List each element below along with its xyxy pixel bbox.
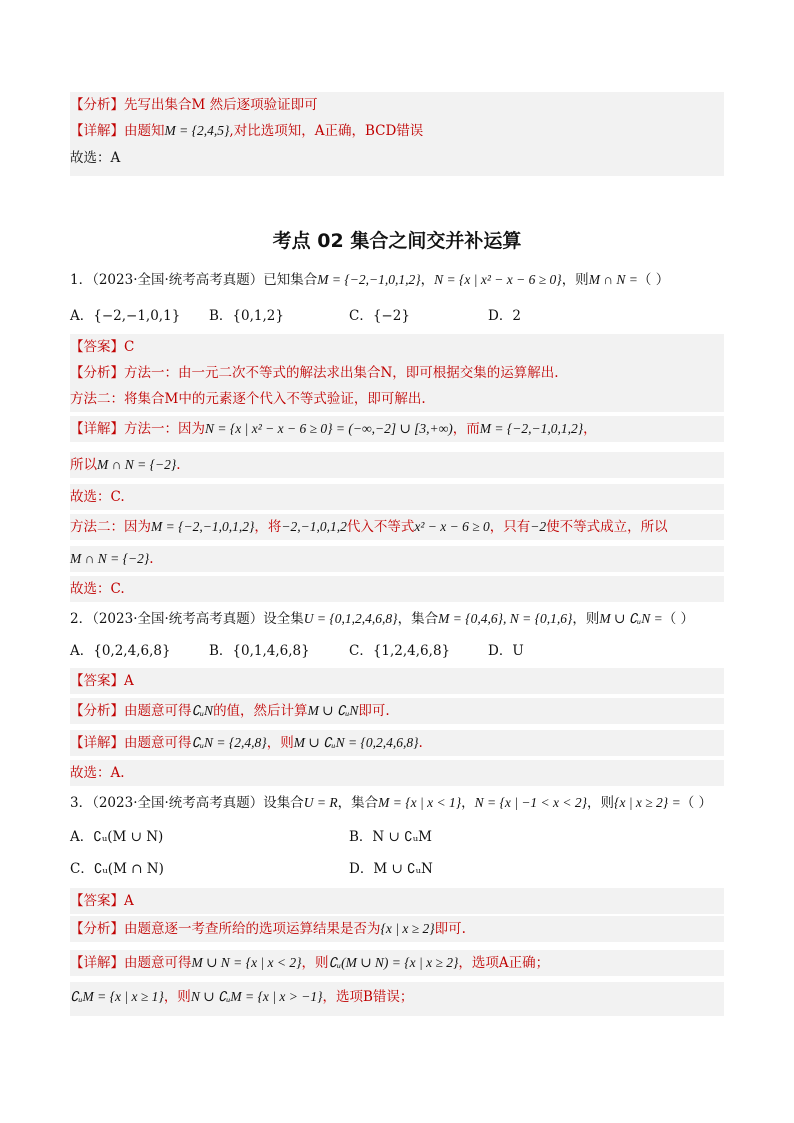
q2-analysis-end: 即可. [358,703,390,719]
q3-stem-paren: （ ） [680,795,712,811]
q1-detail-2-math: M ∩ N = {−2} [97,457,177,472]
q3-stem-n: N = {x | −1 < x < 2} [474,795,588,810]
q3-detail-2-mid: ，则 [163,989,191,1005]
q1-analysis-1: 方法一：由一元二次不等式的解法求出集合N，即可根据交集的运算解出. [124,365,559,381]
q2-option-b: B．{0,1,4,6,8} [209,643,310,659]
q2-analysis-line [70,698,724,724]
q1-detail-1-math2: M = {−2,−1,0,1,2} [479,421,584,436]
prev-detail-line [70,118,724,144]
q1-choice-2: 故选：C. [70,581,125,597]
q1-answer-tag: 【答案】 [70,339,124,355]
q1-choice-line-1 [70,484,724,510]
q3-stem-u: U = R [303,795,338,810]
q1-method2-vals: −2,−1,0,1,2 [281,519,347,534]
q1-detail-line-2 [70,452,724,478]
q1-answer-line [70,334,724,360]
q2-analysis-tag: 【分析】 [70,703,124,719]
q3-stem-expr: {x | x ≥ 2} = [614,795,681,810]
q2-detail-tag: 【详解】 [70,735,124,751]
q3-detail-line-1 [70,950,724,976]
q1-stem-post: ，则 [561,272,589,288]
q3-stem-sep: ， [461,795,475,811]
q3-stem-post: ，则 [587,795,615,811]
q1-stem-n: N = {x | x² − x − 6 ≥ 0} [434,272,562,287]
q1-analysis-line-1 [70,360,724,386]
prev-analysis-line [70,92,724,118]
q1-stem-m: M = {−2,−1,0,1,2} [317,272,421,287]
detail-math: M = {2,4,5} [164,123,230,138]
q2-detail-line [70,730,724,756]
q3-detail-pre: 由题意可得 [124,955,192,971]
q3-analysis-pre: 由题意逐一考查所给的选项运算结果是否为 [124,921,381,937]
q1-option-c: C．{−2} [349,308,410,324]
q2-stem-paren: （ ） [662,611,695,627]
q1-stem-pre: 1．（2023·全国·统考高考真题）已知集合 [70,272,318,288]
q2-detail-end: . [418,735,423,751]
q2-analysis-pre: 由题意可得 [124,703,192,719]
q2-choice-line [70,760,724,786]
q2-option-a: A．{0,2,4,6,8} [70,643,171,659]
q1-stem-sep: ， [420,272,435,288]
q3-answer-line [70,888,724,914]
q3-analysis-line [70,916,724,942]
q2-detail-pre: 由题意可得 [124,735,192,751]
q1-detail-2-pre: 所以 [70,457,97,473]
q3-stem-pre: 3．（2023·全国·统考高考真题）设集合 [70,795,304,811]
q1-detail-1-math: N = {x | x² − x − 6 ≥ 0} = (−∞,−2] ∪ [3,+∞) [205,421,453,436]
detail-tag: 【详解】 [70,123,124,139]
q3-detail-2-end: ，选项B错误； [322,989,414,1005]
q3-option-d: D．M ∪ ∁ᵤN [349,861,433,877]
q1-analysis-line-2 [70,386,724,412]
q2-answer-line [70,668,724,694]
q3-detail-tag: 【详解】 [70,955,124,971]
q2-stem-u: U = {0,1,2,4,6,8} [303,611,398,626]
detail-pre: 由题知 [124,123,165,139]
q2-answer-tag: 【答案】 [70,673,124,689]
q2-stem-mn: M = {0,4,6}, N = {0,1,6} [438,611,573,626]
q2-analysis-math: ∁ᵤN [191,703,214,718]
q1-method2-pre: 方法二：因为 [70,519,151,535]
q2-option-d: D．U [488,643,524,659]
q3-detail-line-2 [70,982,724,1016]
q1-method2-math: M = {−2,−1,0,1,2} [151,519,255,534]
q1-detail-1-end: ， [583,421,597,437]
q1-choice-1: 故选：C. [70,489,125,505]
q1-detail-1-mid: ，而 [452,421,480,437]
q1-option-d: D．2 [488,308,521,324]
q1-method2-end: 使不等式成立，所以 [546,519,668,535]
q2-stem [70,606,730,632]
q2-stem-mid: ，集合 [397,611,439,627]
q3-stem-m: M = {x | x < 1} [378,795,462,810]
q2-analysis-math2: M ∪ ∁ᵤN [307,703,359,718]
q1-analysis-2: 方法二：将集合M中的元素逐个代入不等式验证，即可解出. [70,391,426,407]
q1-analysis-tag: 【分析】 [70,365,124,381]
q3-option-b: B．N ∪ ∁ᵤM [349,829,432,845]
q1-method2-line2: M ∩ N = {−2} [70,551,150,566]
q1-detail-line-1 [70,416,724,442]
q3-detail-math2: ∁ᵤ(M ∪ N) = {x | x ≥ 2} [328,955,459,970]
q3-analysis-math: {x | x ≥ 2} [380,921,435,936]
q2-choice: 故选：A. [70,765,125,781]
q3-detail-mid: ，则 [301,955,329,971]
q1-method2-mid3: ，只有 [489,519,531,535]
q1-option-b: B．{0,1,2} [209,308,284,324]
q1-choice-line-2 [70,576,724,602]
q2-answer: A [124,673,134,689]
section-title: 考点 02 集合之间交并补运算 [272,230,522,252]
q1-stem-paren: （ ） [637,272,670,288]
q3-detail-end: ，选项A正确； [458,955,550,971]
q2-detail-mid: ，则 [266,735,294,751]
q3-answer-tag: 【答案】 [70,893,124,909]
q1-method2-mid: ，将 [254,519,282,535]
q3-option-c: C．∁ᵤ(M ∩ N) [70,861,164,877]
q2-stem-expr: M ∪ ∁ᵤN = [599,611,663,626]
q3-analysis-tag: 【分析】 [70,921,124,937]
q2-stem-post: ，则 [572,611,600,627]
prev-choice-line [70,144,724,176]
q3-option-a: A．∁ᵤ(M ∪ N) [70,829,164,845]
q3-answer: A [124,893,134,909]
q3-analysis-end: 即可. [434,921,466,937]
q1-detail-1-pre: 方法一：因为 [124,421,205,437]
q2-detail-math: ∁ᵤN = {2,4,8} [191,735,267,750]
q3-detail-2-math2: N ∪ ∁ᵤM = {x | x > −1} [190,989,323,1004]
q1-method2-mid2: 代入不等式 [346,519,415,535]
q1-stem [70,267,730,293]
q3-stem-mid: ，集合 [337,795,379,811]
q1-option-a: A．{−2,−1,0,1} [70,308,181,324]
q3-detail-2-math: ∁ᵤM = {x | x ≥ 1} [70,989,164,1004]
detail-post: ,对比选项知，A正确，BCD错误 [229,123,424,139]
q1-method2-line2-end: . [149,551,154,567]
q3-detail-math: M ∪ N = {x | x < 2} [191,955,302,970]
choice-text: 故选：A [70,150,121,166]
q2-option-c: C．{1,2,4,6,8} [349,643,451,659]
q3-stem [70,790,730,816]
q1-method2-val: −2 [530,519,547,534]
q1-method2-line [70,514,724,540]
analysis-text: 先写出集合M 然后逐项验证即可 [124,97,318,113]
q1-detail-tag: 【详解】 [70,421,124,437]
q1-method2-line-2 [70,546,724,572]
analysis-tag: 【分析】 [70,97,124,113]
q1-answer: C [124,339,135,355]
q2-detail-math2: M ∪ ∁ᵤN = {0,2,4,6,8} [293,735,419,750]
q1-stem-expr: M ∩ N = [588,272,638,287]
q1-detail-2-end: . [176,457,181,473]
q2-analysis-mid: 的值，然后计算 [213,703,308,719]
q2-stem-pre: 2．（2023·全国·统考高考真题）设全集 [70,611,304,627]
q1-method2-ineq: x² − x − 6 ≥ 0 [414,519,490,534]
